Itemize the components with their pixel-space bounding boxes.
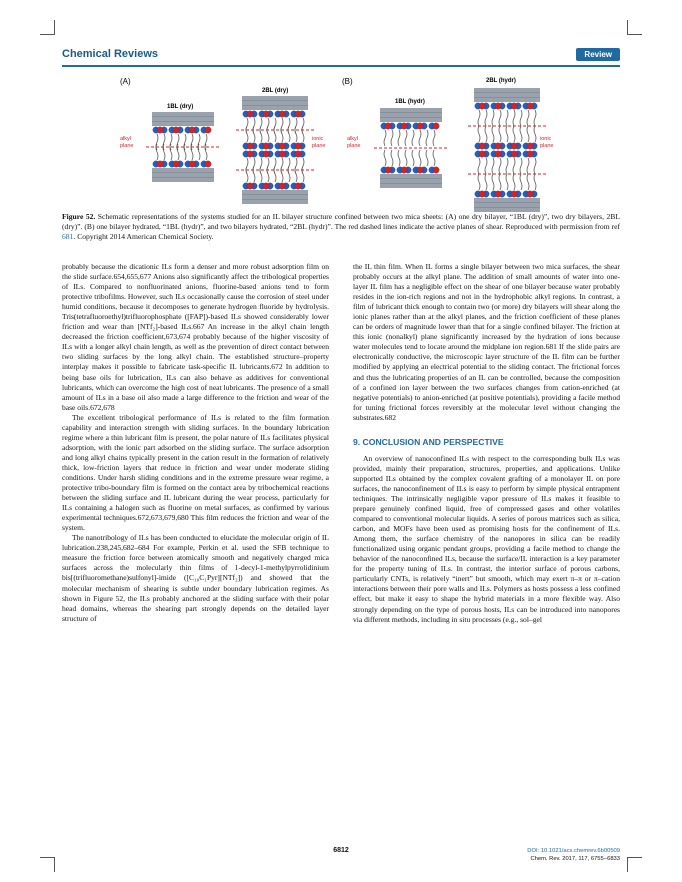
panel-b-2bl-anion <box>495 143 501 149</box>
panel-a-1bl-anion <box>205 127 211 133</box>
panel-b-2bl-alkyl-tail <box>520 158 522 174</box>
panel-b-2bl-alkyl-tail <box>527 174 529 190</box>
right-column <box>353 262 620 625</box>
panel-a-2bl-anion <box>279 183 285 189</box>
panel-b-2bl-alkyl-tail <box>492 126 494 142</box>
panel-a-2bl-mica-top <box>242 96 308 110</box>
panel-a-2bl-alkyl-tail <box>295 166 297 182</box>
panel-b-2bl-anion <box>495 151 501 157</box>
panel-b-2bl-anion <box>527 151 533 157</box>
panel-a-2bl-alkyl-tail <box>281 166 283 182</box>
panel-b-1bl-anion <box>433 167 439 173</box>
panel-b-1bl-anion <box>417 123 423 129</box>
panel-a-2bl-anion <box>263 143 269 149</box>
panel-b-1bl-anion <box>401 123 407 129</box>
panel-b-2bl-alkyl-tail <box>478 174 480 190</box>
panel-b-2bl-alkyl-tail <box>527 110 529 126</box>
panel-a-alkyl-plane-label: plane <box>120 143 134 149</box>
crop-mark-top-left <box>40 20 55 35</box>
panel-b-1bl-mica-bottom <box>380 174 442 188</box>
panel-a-2bl-alkyl-tail <box>281 126 283 142</box>
panel-b-2bl-alkyl-tail <box>506 126 508 142</box>
panel-a-1bl-mica-bottom <box>152 168 214 182</box>
left-paragraph-2: The excellent tribological performance of ILs is related to the film formation capability and interaction strength with sliding surfaces. In the boundary lubrication regime where a thin lubricant film is present, the polar nature of ILs facilitates physical adsorption, with the ionic part adsorbed on the sliding surface. The surface adsorption and long alkyl chains typically present in the cation result in the formation of relatively thick, low-friction layers that reduce in friction and wear under moderate sliding conditions. Under harsh sliding conditions and in the extreme pressure wear regime, a protective tribo-boundary film is formed on the contact area by tribochemical reactions between the sliding surface and IL lubricant during the wear process, particularly for ILs containing a halogen such as fluorine on metal surfaces, as confirmed by various experimental techniques.672,673,679,680 This film reduces the friction and wear of the system. <box>62 412 329 533</box>
panel-a-2bl-alkyl-tail <box>267 166 269 182</box>
panel-b-2bl-anion <box>479 143 485 149</box>
panel-a-2bl-anion <box>263 183 269 189</box>
panel-a-2bl-label: 2BL (dry) <box>262 88 289 94</box>
page-footer <box>62 847 620 871</box>
running-header <box>62 48 620 64</box>
journal-title[interactable]: Chemical Reviews <box>62 48 158 60</box>
panel-b-2bl-alkyl-tail <box>513 158 515 174</box>
panel-b-2bl-alkyl-tail <box>485 126 487 142</box>
panel-b-1bl-alkyl-tail <box>419 150 421 166</box>
right-paragraph-2: An overview of nanoconfined ILs with respect to the corresponding bulk ILs was provided, mainly their preparation, structures, properties, and applications. Unlike supported ILs obtained by the complex covalent grafting of a monolayer IL on pore surfaces, the nanoconfinement of ILs is easy to perform by simple physical entrapment techniques. The intrinsically negligible vapor pressure of ILs makes it feasible to prepare genuinely confined liquid, free of compressed gases and other volatiles compared to conventional molecular liquids. A series of porous matrices such as silica, carbon, and MOFs have been used as promising hosts for the confinement of ILs. Among them, the surface chemistry of the nanopores in silica can be readily functionalized using organic pendant groups, providing a facile method to change the behavior of the nanoconfined ILs, because the surface/IL interaction is a key parameter for the property tuning of ILs. In contrast, the interior surface of porous carbons, particularly CNTs, is relatively “inert” but smooth, which may exert π–π or π–cation interactions between their pore walls and ILs. Polymers as hosts possess a less confined effect, but make it easy to shape the hybrid materials in a more flexible way. Also strongly depending on the type of porous hosts, ILs can be introduced into nanopores via different methods, including in situ processes (e.g., sol–gel <box>353 453 620 624</box>
panel-b-1bl-anion <box>385 123 391 129</box>
panel-a-1bl-anion <box>173 127 179 133</box>
panel-a-1bl-anion <box>189 161 195 167</box>
panel-a-1bl-anion <box>157 161 163 167</box>
panel-a-2bl-alkyl-tail <box>260 166 262 182</box>
panel-a-2bl-anion <box>247 151 253 157</box>
panel-b-1bl-alkyl-tail <box>419 130 421 146</box>
panel-b-2bl-anion <box>527 103 533 109</box>
panel-b-alkyl-label: alkyl <box>347 136 359 142</box>
panel-b-2bl-anion <box>495 103 501 109</box>
panel-b-1bl-alkyl-tail <box>412 150 414 166</box>
header-rule <box>62 65 620 67</box>
panel-a-2bl-alkyl-tail <box>267 126 269 142</box>
panel-b-1bl-anion <box>417 167 423 173</box>
panel-b-1bl-alkyl-tail <box>412 130 414 146</box>
caption-label: Figure 52. <box>62 212 96 221</box>
left-paragraph-3: The nanotribology of ILs has been conducted to elucidate the molecular origin of IL lubrication.238,245,682–684 For example, Perkin et al. used the SFB technique to measure the friction force between atomically smooth and negatively charged mica surfaces across the molecularly thin films of 1-decyl-1-methylpyrrolidinium bis[(trifluoromethane)sulfonyl]-imide ([C₁₀C₁Pyr][NTf₂]) and showed that the molecular mechanism of shearing is subtle under boundary lubrication regimes. As shown in Figure 52, the ILs probably anchored at the sliding surface with their polar head domains, whereas the shearing part strongly depends on the detailed layer structure of <box>62 533 329 623</box>
panel-b-1bl-alkyl-tail <box>433 130 435 146</box>
panel-a-2bl-anion <box>247 143 253 149</box>
panel-a-1bl-anion <box>189 127 195 133</box>
panel-a-1bl-alkyl-tail <box>198 144 200 160</box>
panel-a-alkyl-label: alkyl <box>120 136 132 142</box>
panel-b-2bl-alkyl-tail <box>513 126 515 142</box>
panel-b-2bl-alkyl-tail <box>527 158 529 174</box>
panel-a-1bl-anion <box>157 127 163 133</box>
panel-b-2bl-alkyl-tail <box>499 174 501 190</box>
panel-a-2bl-anion <box>247 111 253 117</box>
panel-a-2bl-alkyl-tail <box>253 166 255 182</box>
panel-b-2bl-anion <box>495 191 501 197</box>
panel-b-2bl-alkyl-tail <box>506 158 508 174</box>
panel-a-2bl-anion <box>263 151 269 157</box>
panel-b-2bl-alkyl-tail <box>499 126 501 142</box>
panel-b-2bl-anion <box>527 191 533 197</box>
page-number: 6812 <box>333 847 349 854</box>
panel-a-2bl-alkyl-tail <box>260 126 262 142</box>
panel-a-1bl-alkyl-tail <box>177 144 179 160</box>
panel-b-1bl-alkyl-tail <box>426 150 428 166</box>
article-type-badge: Review <box>576 48 620 61</box>
crop-mark-top-right <box>627 20 642 35</box>
panel-b-2bl-alkyl-tail <box>513 174 515 190</box>
caption-text: Schematic representations of the systems studied for an IL bilayer structure confined between two mica sheets: (A) one dry bilayer, “1BL (dry)”, two dry bilayers, 2BL (dry)”. (B) one bilayer hydrated, “1BL (hydr)”, and two bilayers hydrated, “2BL (hydr)”. The red dashed lines indicate the active planes of shear. Reproduced with permission from ref <box>62 212 620 231</box>
panel-b-2bl-mica-bottom <box>474 198 540 212</box>
panel-b-2bl-alkyl-tail <box>485 174 487 190</box>
panel-b-2bl-mica-top <box>474 88 540 102</box>
left-paragraph-1: probably because the dicationic ILs form a denser and more robust adsorption film on the slide surface.654,655,677 Anions also significantly affect the tribological properties of ILs. Compared to nonfluorinated anions, fluorine-based anions tend to form protective tribofilms. However, such ILs occasionally cause the corrosion of steel under humid conditions, because it decomposes to generate hydrogen fluoride by hydrolysis. Tris(tetrafluoroethyl)trifluorophosphate ([FAP])-based ILs showed considerably lower friction and wear than [NTf₂]-based ILs.667 An increase in the alkyl chain length decreased the friction coefficient,673,674 probably because of the higher viscosity of ILs with a longer alkyl chain length, as well as the prevention of direct contact between two sliding surfaces by the long alkyl chain. The established structure–property interplay makes it possible to fabricate task-specific IL lubricants.672 In addition to being base oils for lubrication, ILs can also behave as additives for conventional lubricants, which can overcome the high cost of neat lubricants. The presence of a small amount of ILs in a base oil also made a large difference to the friction and wear of the base oils.672,678 <box>62 262 329 412</box>
panel-b-2bl-anion <box>527 143 533 149</box>
citation-line: Chem. Rev. 2017, 117, 6755−6833 <box>530 856 620 862</box>
panel-a-2bl-mica-bottom <box>242 190 308 204</box>
panel-a-2bl-anion <box>247 183 253 189</box>
panel-b-2bl-anion <box>479 191 485 197</box>
crop-mark-bottom-right <box>627 857 642 872</box>
caption-ref-link[interactable]: 681 <box>62 232 74 241</box>
panel-b-1bl-alkyl-tail <box>426 130 428 146</box>
panel-b-ionic-label: ionic <box>540 136 552 142</box>
panel-b-1bl-anion <box>385 167 391 173</box>
panel-a-1bl-label: 1BL (dry) <box>167 104 194 110</box>
panel-b-2bl-anion <box>511 191 517 197</box>
panel-b-1bl-alkyl-tail <box>398 150 400 166</box>
panel-b-2bl-alkyl-tail <box>478 110 480 126</box>
panel-a-2bl-alkyl-tail <box>246 166 248 182</box>
panel-a-2bl-alkyl-tail <box>302 166 304 182</box>
panel-b-2bl-alkyl-tail <box>485 110 487 126</box>
left-column <box>62 262 329 624</box>
panel-b-2bl-label: 2BL (hydr) <box>486 78 516 84</box>
panel-b-2bl-alkyl-tail <box>499 158 501 174</box>
panel-b-1bl-label: 1BL (hydr) <box>395 99 425 105</box>
crop-mark-bottom-left <box>40 857 55 872</box>
figure-caption <box>62 212 620 242</box>
panel-b-1bl-anion <box>433 123 439 129</box>
panel-b-2bl-alkyl-tail <box>485 158 487 174</box>
panel-a-ionic-plane-label: plane <box>312 143 326 149</box>
panel-b-2bl-alkyl-tail <box>520 174 522 190</box>
panel-b-2bl-anion <box>511 151 517 157</box>
panel-a-2bl-alkyl-tail <box>288 126 290 142</box>
panel-a-1bl-mica-top <box>152 112 214 126</box>
panel-b-2bl-alkyl-tail <box>492 110 494 126</box>
panel-b-1bl-mica-top <box>380 108 442 122</box>
panel-a-2bl-anion <box>295 151 301 157</box>
panel-a-1bl-alkyl-tail <box>205 144 207 160</box>
panel-b-2bl-alkyl-tail <box>506 174 508 190</box>
panel-a-2bl-anion <box>279 151 285 157</box>
panel-b-2bl-alkyl-tail <box>520 110 522 126</box>
section-heading-conclusion: 9. CONCLUSION AND PERSPECTIVE <box>353 436 504 447</box>
panel-a-1bl-anion <box>173 161 179 167</box>
panel-b-2bl-alkyl-tail <box>478 158 480 174</box>
panel-a-1bl-alkyl-tail <box>184 144 186 160</box>
doi-block <box>527 847 620 863</box>
panel-a-2bl-anion <box>279 111 285 117</box>
panel-a-1bl-alkyl-tail <box>163 144 165 160</box>
panel-a-2bl-anion <box>295 183 301 189</box>
panel-b-1bl-anion <box>401 167 407 173</box>
panel-b-2bl-alkyl-tail <box>534 110 536 126</box>
panel-a-2bl-alkyl-tail <box>295 126 297 142</box>
right-paragraph-1: the IL thin film. When IL forms a single bilayer between two mica surfaces, the shear probably occurs at the alkyl plane. The addition of small amounts of water into one-layer IL film has a negligible effect on the shear of one bilayer because water probably resides in the ion-rich regions and not in the hydrophobic alkyl regions. In contrast, a film of lubricant thick enough to contain two (or more) dry bilayers will shear along the ionic planes rather than at the alkyl planes, and the friction coefficient of these planes can be orders of magnitude lower than that for a single confined bilayer. The friction at this ionic (nonalkyl) plane significantly increased by the hydration of ions because water molecules tend to locate around the midplane ion region.681 If the slide pairs are electronically conductive, the microscopic layer structure of the IL film can be further modified by applying an electrical potential to the sliding contact. The frictional forces and thus the lubricating properties of an IL can be controlled, because the composition of a confined ion layer between the two surfaces changes from cation-enriched (at negative potentials) to anion-enriched (at positive potentials), providing a facile method for tuning frictional forces reversibly at the molecular level without changing the substrates.682 <box>353 262 620 422</box>
panel-b-2bl-anion <box>479 151 485 157</box>
panel-a-label: (A) <box>120 77 131 86</box>
panel-b-2bl-anion <box>511 103 517 109</box>
figure-52-illustration <box>62 70 620 212</box>
panel-a-2bl-alkyl-tail <box>302 126 304 142</box>
panel-b-2bl-alkyl-tail <box>513 110 515 126</box>
panel-b-2bl-alkyl-tail <box>492 174 494 190</box>
panel-b-1bl-alkyl-tail <box>384 150 386 166</box>
panel-b-1bl-alkyl-tail <box>384 130 386 146</box>
panel-a-1bl-alkyl-tail <box>191 144 193 160</box>
panel-b-2bl-alkyl-tail <box>499 110 501 126</box>
panel-a-ionic-label: ionic <box>312 136 324 142</box>
panel-a-1bl-alkyl-tail <box>156 144 158 160</box>
panel-b-ionic-plane-label: plane <box>540 143 554 149</box>
panel-b-2bl-alkyl-tail <box>492 158 494 174</box>
panel-b-1bl-alkyl-tail <box>405 150 407 166</box>
panel-b-2bl-alkyl-tail <box>527 126 529 142</box>
panel-a-2bl-alkyl-tail <box>274 126 276 142</box>
panel-a-2bl-alkyl-tail <box>288 166 290 182</box>
panel-a-2bl-anion <box>263 111 269 117</box>
panel-a-2bl-anion <box>279 143 285 149</box>
panel-b-2bl-alkyl-tail <box>520 126 522 142</box>
panel-b-1bl-alkyl-tail <box>433 150 435 166</box>
panel-b-1bl-alkyl-tail <box>391 150 393 166</box>
panel-b-1bl-alkyl-tail <box>405 130 407 146</box>
panel-b-2bl-anion <box>511 143 517 149</box>
panel-b-label: (B) <box>342 77 353 86</box>
panel-b-1bl-alkyl-tail <box>398 130 400 146</box>
panel-b-2bl-alkyl-tail <box>478 126 480 142</box>
panel-b-1bl-alkyl-tail <box>391 130 393 146</box>
panel-b-2bl-alkyl-tail <box>506 110 508 126</box>
doi-link[interactable]: DOI: 10.1021/acs.chemrev.6b00509 <box>527 848 620 854</box>
figure-52 <box>62 70 620 212</box>
panel-a-2bl-alkyl-tail <box>246 126 248 142</box>
panel-b-2bl-alkyl-tail <box>534 126 536 142</box>
panel-b-2bl-alkyl-tail <box>534 158 536 174</box>
panel-a-2bl-alkyl-tail <box>274 166 276 182</box>
panel-a-1bl-alkyl-tail <box>170 144 172 160</box>
panel-a-2bl-anion <box>295 111 301 117</box>
caption-tail: . Copyright 2014 American Chemical Society. <box>73 232 214 241</box>
panel-a-1bl-anion <box>205 161 211 167</box>
panel-b-2bl-anion <box>479 103 485 109</box>
panel-b-alkyl-plane-label: plane <box>347 143 361 149</box>
panel-a-2bl-alkyl-tail <box>253 126 255 142</box>
panel-b-2bl-alkyl-tail <box>534 174 536 190</box>
panel-a-2bl-anion <box>295 143 301 149</box>
